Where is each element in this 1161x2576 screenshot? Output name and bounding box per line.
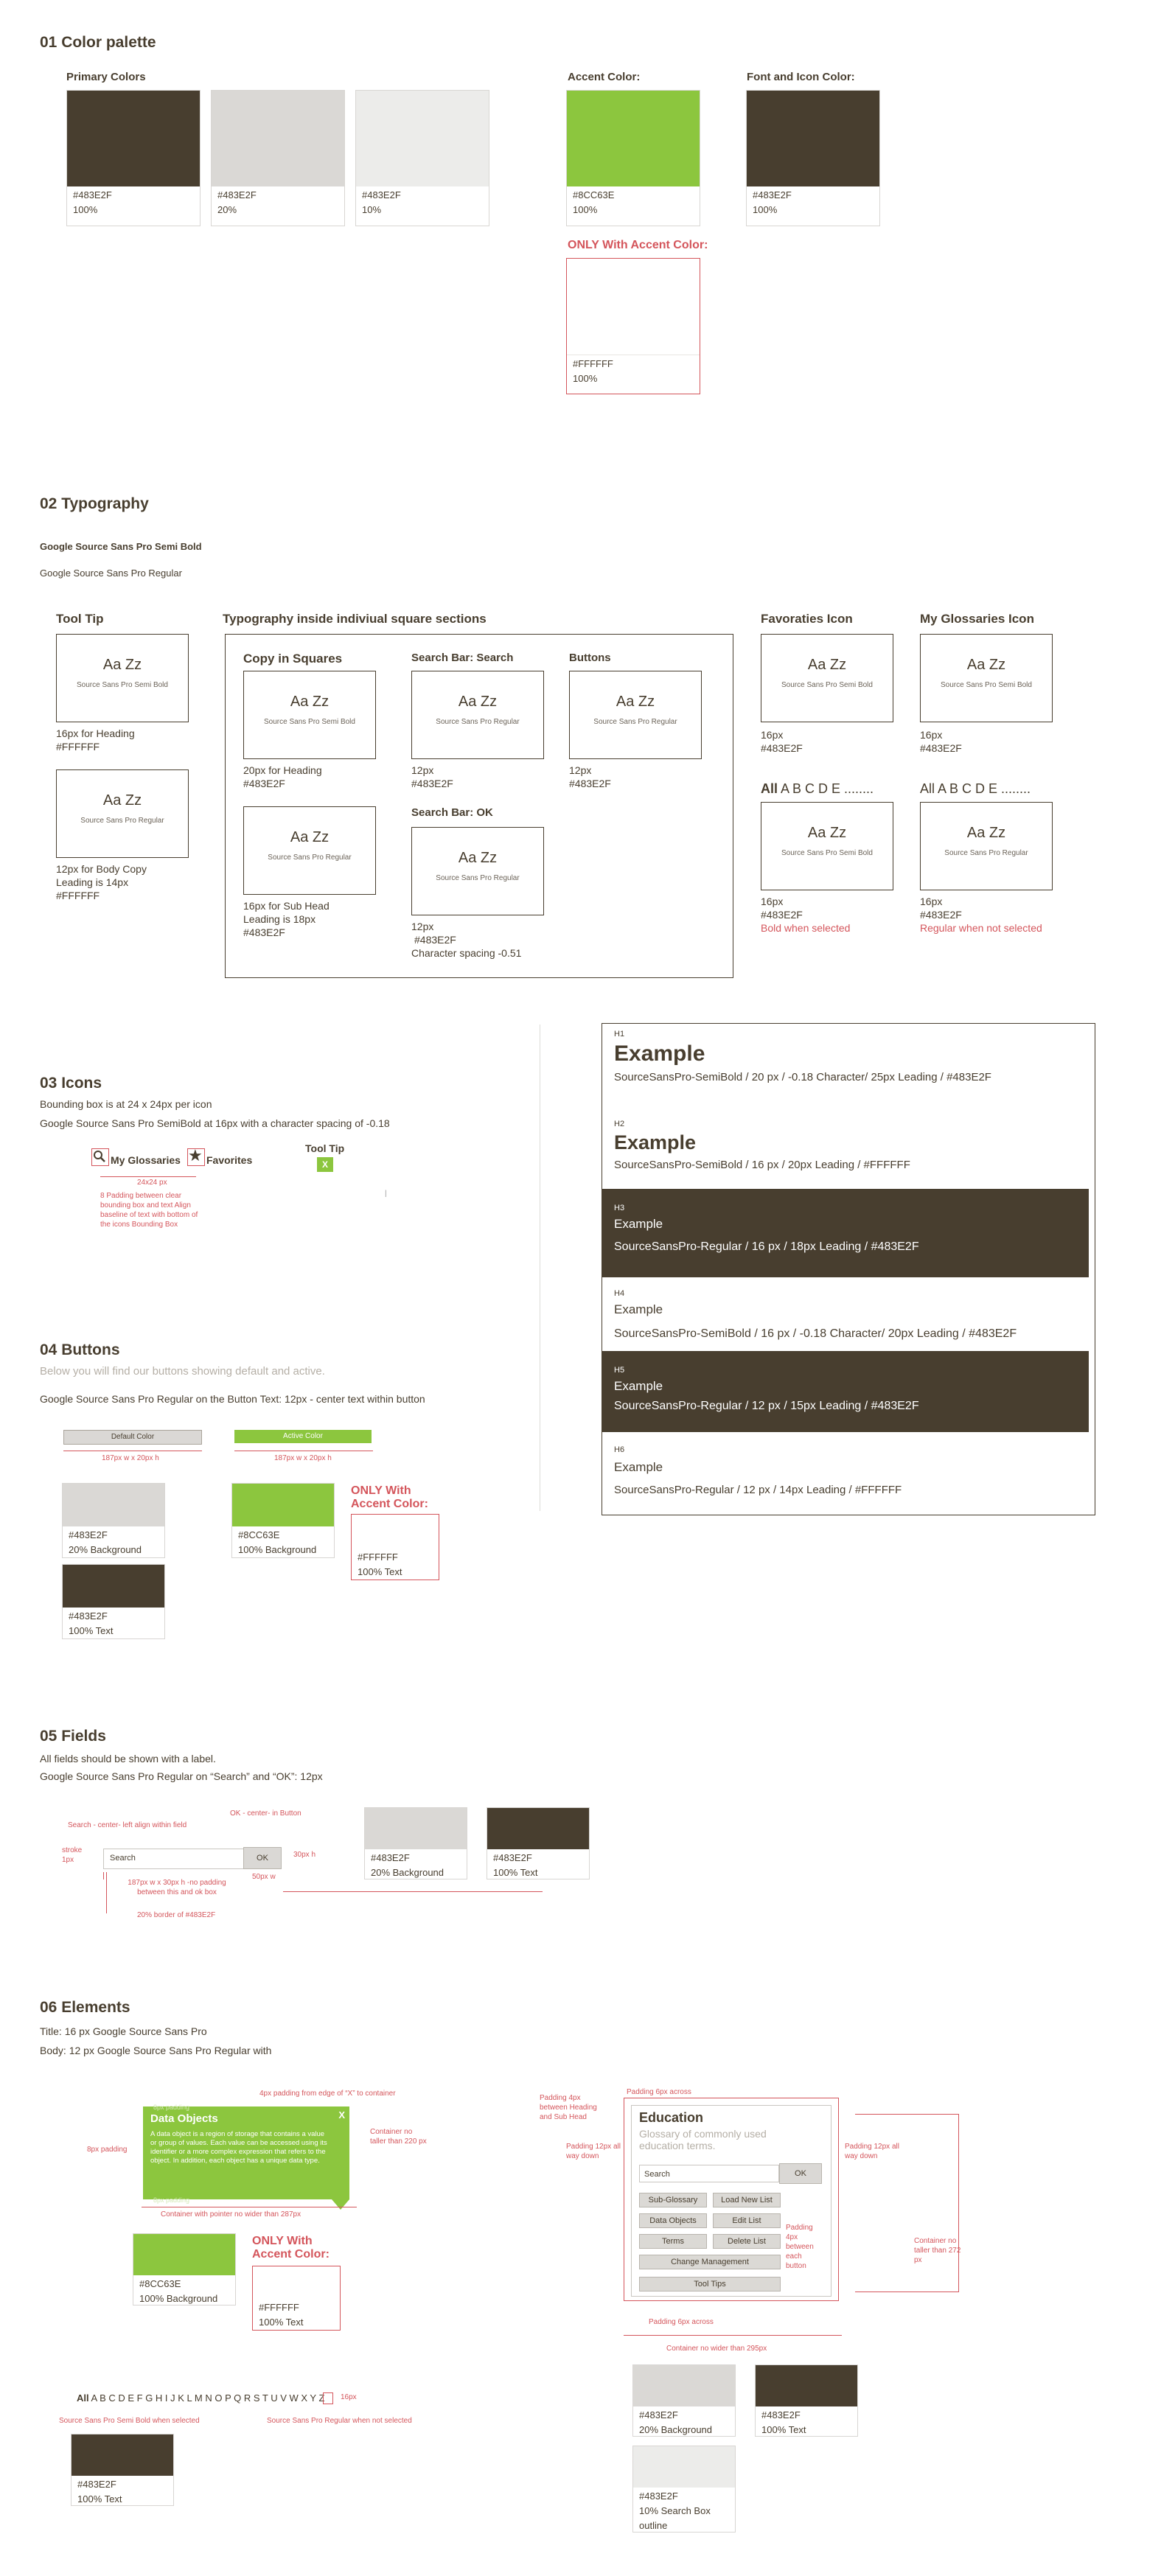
tooltip-body: A data object is a region of storage that contains a value or group of values. Each value can be accessed using its identifier or a more complex expression that refers to the object. In addition, each object has a unique data type. xyxy=(150,2130,327,2165)
copy-subhead-spec: 16px for Sub Head Leading is 18px #483E2F xyxy=(243,900,330,938)
swatch-btn-active: #8CC63E 100% Background xyxy=(231,1483,335,1558)
pad-4-buttons-note: Padding 4px between each button xyxy=(786,2224,814,2270)
search-bar-ok-heading: Search Bar: OK xyxy=(411,806,493,819)
alphabet-bold-note: Source Sans Pro Semi Bold when selected xyxy=(59,2417,200,2425)
field-size-note: 187px w x 30px h -no padding between this and ok box xyxy=(128,1879,226,1896)
heading-h1-row: H1 Example SourceSansPro-SemiBold / 20 px / -0.18 Character/ 25px Leading / #483E2F xyxy=(614,1030,991,1083)
only-accent-label: ONLY With Accent Color: xyxy=(568,239,708,251)
buttons-sample: Aa Zz Source Sans Pro Regular xyxy=(569,671,702,759)
favorites-icon-heading: Favoraties Icon xyxy=(761,612,853,626)
education-search-input[interactable]: Search xyxy=(639,2165,779,2182)
heading-h5-row: H5 Example SourceSansPro-Regular / 12 px / 15px Leading / #483E2F xyxy=(602,1351,1089,1432)
alpha-regular-box: Aa Zz Source Sans Pro Regular xyxy=(920,802,1053,890)
fields-note-2: Google Source Sans Pro Regular on “Search” and “OK”: 12px xyxy=(40,1770,323,1782)
height-bracket xyxy=(855,2114,959,2292)
search-ok-sample: Aa Zz Source Sans Pro Regular xyxy=(411,827,544,915)
font-semibold-label: Google Source Sans Pro Semi Bold xyxy=(40,541,202,552)
load-new-list-button[interactable]: Load New List xyxy=(713,2193,781,2207)
swatch-alphabet-text: #483E2F 100% Text xyxy=(71,2434,174,2506)
stroke-note: stroke 1px xyxy=(62,1846,83,1864)
search-bar-spec: 12px #483E2F xyxy=(411,764,453,789)
fields-note-1: All fields should be shown with a label. xyxy=(40,1753,216,1765)
active-color-button[interactable]: Active Color xyxy=(234,1430,372,1443)
border-note: 20% border of #483E2F xyxy=(137,1911,216,1919)
font-regular-label: Google Source Sans Pro Regular xyxy=(40,568,182,579)
pad-12-right-note: Padding 12px all way down xyxy=(845,2143,899,2160)
width-line xyxy=(624,2335,842,2336)
buttons-desc: Google Source Sans Pro Regular on the Button Text: 12px - center text within button xyxy=(40,1393,425,1405)
change-management-button[interactable]: Change Management xyxy=(639,2255,781,2269)
swatch-tooltip-text: #FFFFFF 100% Text xyxy=(252,2266,341,2331)
glossaries-spec: 16px #483E2F xyxy=(920,729,962,754)
font-icon-color-label: Font and Icon Color: xyxy=(747,71,855,83)
left-padding-note: 8px padding xyxy=(87,2146,128,2154)
swatch-green-100: #8CC63E 100% xyxy=(566,90,700,226)
swatch-btn-bg: #483E2F 20% Background xyxy=(62,1483,165,1558)
alpha-bold-box: Aa Zz Source Sans Pro Semi Bold xyxy=(761,802,893,890)
heading-subhead-pad-note: Padding 4px between Heading and Sub Head xyxy=(540,2094,597,2121)
icon-dim-note: 24x24 px xyxy=(137,1179,167,1187)
accent-color-label: Accent Color: xyxy=(568,71,641,83)
tick-mark: | xyxy=(385,1190,387,1198)
dim-line-swatches xyxy=(283,1891,543,1892)
swatch-tooltip-bg: #8CC63E 100% Background xyxy=(133,2233,236,2306)
close-icon[interactable]: X xyxy=(338,2109,345,2121)
alphabet-size-note: 16px xyxy=(341,2393,357,2401)
favorites-icon-label[interactable]: Favorites xyxy=(206,1154,253,1166)
icons-font-note: Google Source Sans Pro SemiBold at 16px with a character spacing of -0.18 xyxy=(40,1117,390,1129)
default-dim-note: 187px w x 20px h xyxy=(102,1454,159,1462)
delete-list-button[interactable]: Delete List xyxy=(713,2234,781,2249)
glossaries-icon-heading: My Glossaries Icon xyxy=(920,612,1034,626)
container-295-note: Container no wider than 295px xyxy=(666,2345,767,2353)
tooltip-pointer xyxy=(332,2199,349,2210)
terms-button[interactable]: Terms xyxy=(639,2234,707,2249)
only-accent-elements-label: ONLY With Accent Color: xyxy=(252,2235,330,2261)
alpha-bold-spec: 16px #483E2F Bold when selected xyxy=(761,896,851,934)
copy-in-squares-heading: Copy in Squares xyxy=(243,652,343,666)
section-title-fields: 05 Fields xyxy=(40,1728,106,1745)
x-padding-note: 4px padding from edge of “X” to container xyxy=(259,2090,396,2098)
swatch-btn-text: #483E2F 100% Text xyxy=(62,1564,165,1639)
tooltip-icon-label: Tool Tip xyxy=(305,1142,345,1154)
section-title-elements: 06 Elements xyxy=(40,1999,130,2016)
tooltip-heading: Tool Tip xyxy=(56,612,104,626)
tooltip-sample: 8px padding Data Objects X A data object is a region of storage that contains a value or group of values. Each value can be accessed using its identifier or a more complex expression that refers to the object. In addition, each object has a unique data type. 8px padding xyxy=(143,2106,349,2199)
copy-heading-sample: Aa Zz Source Sans Pro Semi Bold xyxy=(243,671,376,759)
education-ok-button[interactable]: OK xyxy=(779,2163,822,2184)
glossaries-sample: Aa Zz Source Sans Pro Semi Bold xyxy=(920,634,1053,722)
height-note: 30px h xyxy=(293,1851,316,1859)
typography-inside-heading: Typography inside indiviual square sections xyxy=(223,612,487,626)
buttons-subtitle: Below you will find our buttons showing default and active. xyxy=(40,1365,325,1378)
copy-heading-spec: 20px for Heading #483E2F xyxy=(243,764,322,789)
education-subtitle: Glossary of commonly used education terms. xyxy=(639,2128,767,2151)
education-title: Education xyxy=(639,2110,704,2125)
heading-h6-row: H6 Example SourceSansPro-Regular / 12 px / 14px Leading / #FFFFFF xyxy=(614,1445,902,1496)
container-height-note: Container no taller than 220 px xyxy=(370,2128,427,2146)
ok-button[interactable]: OK xyxy=(243,1847,282,1869)
primary-colors-label: Primary Colors xyxy=(66,71,146,83)
heading-styles-panel xyxy=(602,1023,1095,1515)
swatch-font-icon: #483E2F 100% xyxy=(746,90,880,226)
elements-body-note: Body: 12 px Google Source Sans Pro Regular with xyxy=(40,2045,272,2056)
icons-bbox-note: Bounding box is at 24 x 24px per icon xyxy=(40,1098,212,1110)
alphabet-selector[interactable]: All A B C D E F G H I J K L M N O P Q R S T U V W X Y Z xyxy=(77,2392,325,2404)
pad-12-left-note: Padding 12px all way down xyxy=(566,2143,621,2160)
heading-h2-row: H2 Example SourceSansPro-SemiBold / 16 px / 20px Leading / #FFFFFF xyxy=(614,1120,910,1171)
active-dim-note: 187px w x 20px h xyxy=(274,1454,332,1462)
buttons-heading: Buttons xyxy=(569,652,611,664)
tooltip-heading-spec: 16px for Heading #FFFFFF xyxy=(56,727,135,753)
alphabet-regular-sample: All A B C D E ........ xyxy=(920,781,1031,796)
data-objects-button[interactable]: Data Objects xyxy=(639,2213,707,2228)
tooltip-body-spec: 12px for Body Copy Leading is 14px #FFFFFF xyxy=(56,863,147,901)
default-color-button[interactable]: Default Color xyxy=(63,1430,202,1445)
section-title-buttons: 04 Buttons xyxy=(40,1341,120,1358)
search-align-note: Search - center- left align within field xyxy=(68,1821,187,1829)
section-title-typography: 02 Typography xyxy=(40,495,149,512)
heading-h3-row: H3 Example SourceSansPro-Regular / 16 px / 18px Leading / #483E2F xyxy=(602,1189,1089,1277)
ok-align-note: OK - center- in Button xyxy=(230,1809,301,1818)
pad-across-bottom-note: Padding 6px across xyxy=(649,2318,714,2326)
swatch-brown-20: #483E2F 20% xyxy=(211,90,345,226)
container-272-note: Container no taller than 272 px xyxy=(914,2237,961,2264)
pad-across-note: Padding 6px across xyxy=(627,2088,691,2096)
my-glossaries-icon-label[interactable]: My Glossaries xyxy=(111,1154,181,1166)
tooltip-heading-sample: Aa Zz Source Sans Pro Semi Bold xyxy=(56,634,189,722)
swatch-btn-white: #FFFFFF 100% Text xyxy=(351,1514,439,1580)
tool-tips-button[interactable]: Tool Tips xyxy=(639,2277,781,2291)
dim-tick-2 xyxy=(106,1872,107,1913)
section-title-icons: 03 Icons xyxy=(40,1075,102,1092)
alphabet-regular-note: Source Sans Pro Regular when not selected xyxy=(267,2417,412,2425)
elements-title-note: Title: 16 px Google Source Sans Pro xyxy=(40,2025,207,2037)
star-icon: ★ xyxy=(188,1146,203,1165)
dim-line xyxy=(100,1176,196,1177)
icon-padding-note: 8 Padding between clear bounding box and text Align baseline of text with bottom of the icons Bounding Box xyxy=(100,1192,198,1229)
tooltip-body-sample: Aa Zz Source Sans Pro Regular xyxy=(56,769,189,858)
section-title-color-palette: 01 Color palette xyxy=(40,34,156,51)
copy-subhead-sample: Aa Zz Source Sans Pro Regular xyxy=(243,806,376,895)
search-ok-spec: 12px #483E2F Character spacing -0.51 xyxy=(411,921,522,959)
width-note: 50px w xyxy=(252,1873,276,1881)
swatch-edu-bg: #483E2F 20% Background xyxy=(632,2364,736,2437)
buttons-spec: 12px #483E2F xyxy=(569,764,611,789)
alphabet-bold-sample: All A B C D E ........ xyxy=(761,781,874,796)
favorites-spec: 16px #483E2F xyxy=(761,729,803,754)
alphabet-bbox xyxy=(323,2392,333,2404)
tooltip-title: Data Objects xyxy=(150,2112,218,2125)
swatch-field-text: #483E2F 100% Text xyxy=(487,1807,590,1879)
swatch-white-100: #FFFFFF 100% xyxy=(566,258,700,394)
edit-list-button[interactable]: Edit List xyxy=(713,2213,781,2228)
close-icon[interactable]: X xyxy=(317,1157,333,1172)
search-input[interactable]: Search xyxy=(103,1849,245,1869)
only-accent-buttons-label: ONLY With Accent Color: xyxy=(351,1484,428,1510)
alpha-regular-spec: 16px #483E2F Regular when not selected xyxy=(920,896,1042,934)
swatch-brown-10: #483E2F 10% xyxy=(355,90,489,226)
sub-glossary-button[interactable]: Sub-Glossary xyxy=(639,2193,707,2207)
favorites-sample: Aa Zz Source Sans Pro Semi Bold xyxy=(761,634,893,722)
heading-h4-row: H4 Example SourceSansPro-SemiBold / 16 px / -0.18 Character/ 20px Leading / #483E2F xyxy=(614,1289,1017,1340)
container-width-note: Container with pointer no wider than 287px xyxy=(161,2210,301,2219)
swatch-edu-search-outline: #483E2F 10% Search Box outline xyxy=(632,2446,736,2533)
swatch-edu-text: #483E2F 100% Text xyxy=(755,2364,858,2437)
dim-tick xyxy=(103,1872,104,1879)
swatch-brown-100: #483E2F 100% xyxy=(66,90,201,226)
search-bar-search-heading: Search Bar: Search xyxy=(411,652,514,664)
search-icon xyxy=(93,1150,106,1163)
swatch-field-bg: #483E2F 20% Background xyxy=(364,1807,467,1879)
search-bar-sample: Aa Zz Source Sans Pro Regular xyxy=(411,671,544,759)
